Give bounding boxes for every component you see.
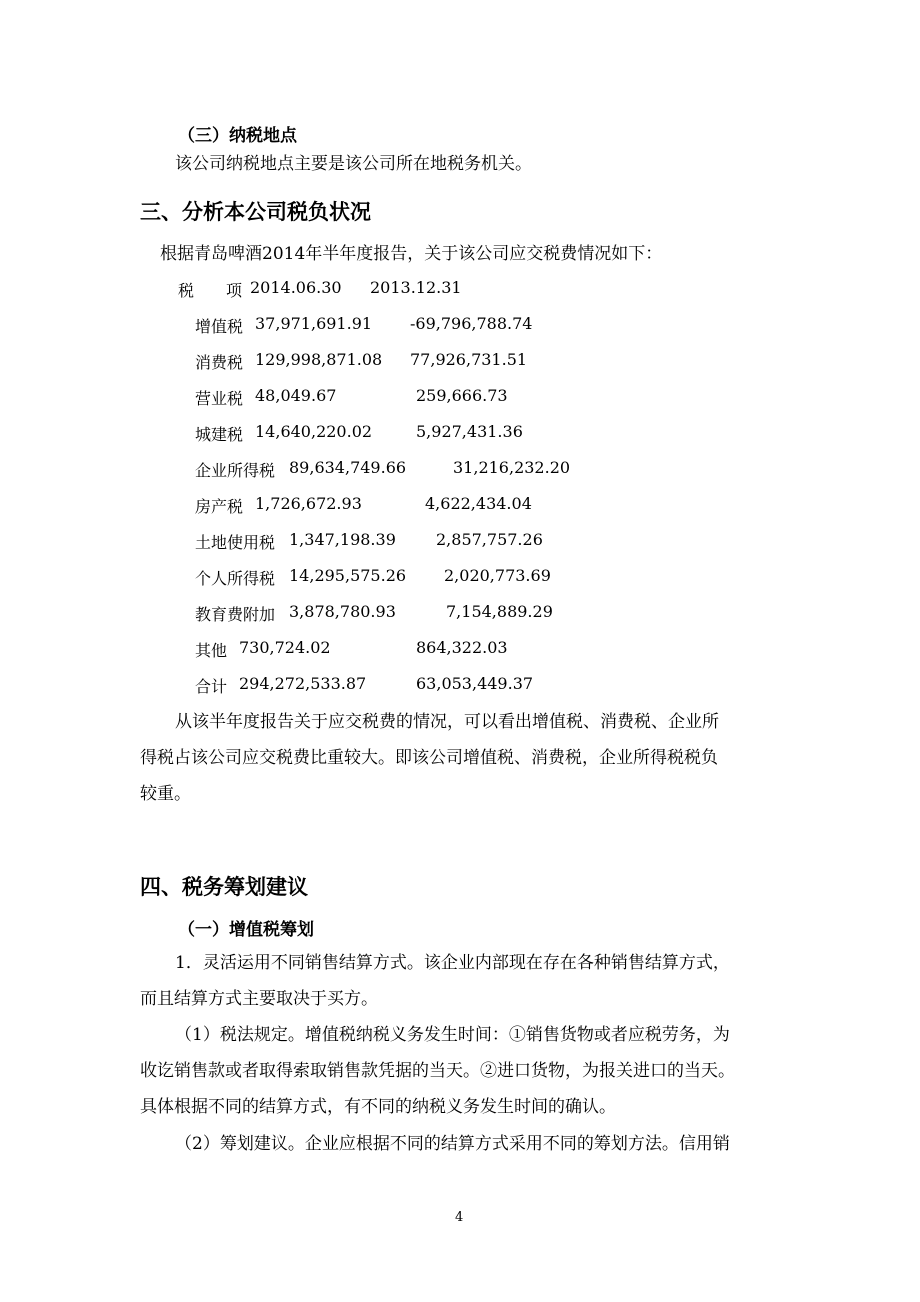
row-tax-name: 其他 xyxy=(195,641,228,660)
conclusion-line-3: 较重。 xyxy=(140,784,191,804)
row-tax-name: 营业税 xyxy=(195,389,244,408)
row-value-2014: 37,971,691.91 xyxy=(255,314,373,333)
row-tax-name: 教育费附加 xyxy=(195,605,276,624)
table-row xyxy=(195,530,595,554)
table-row-total xyxy=(195,674,595,698)
row-value-2013: 63,053,449.37 xyxy=(416,674,534,693)
row-value-2014: 48,049.67 xyxy=(255,386,337,405)
row-value-2013: 259,666.73 xyxy=(416,386,508,405)
analysis-intro: 根据青岛啤酒2014年半年度报告，关于该公司应交税费情况如下： xyxy=(160,244,663,264)
sub-heading-tax-location: （三）纳税地点 xyxy=(178,126,297,146)
row-value-2014: 1,726,672.93 xyxy=(255,494,362,513)
tax-location-text: 该公司纳税地点主要是该公司所在地税务机关。 xyxy=(175,154,532,174)
row-value-2014: 1,347,198.39 xyxy=(289,530,396,549)
row-tax-name: 个人所得税 xyxy=(195,569,276,588)
paragraph-2-line-3: 具体根据不同的结算方式，有不同的纳税义务发生时间的确认。 xyxy=(140,1097,616,1117)
tax-table-header xyxy=(178,278,498,302)
row-value-2014: 3,878,780.93 xyxy=(289,602,396,621)
table-row xyxy=(195,386,595,410)
row-tax-name: 合计 xyxy=(195,677,228,696)
row-value-2013: 77,926,731.51 xyxy=(410,350,528,369)
table-row xyxy=(195,494,595,518)
paragraph-3-line-1: （2）筹划建议。企业应根据不同的结算方式采用不同的筹划方法。信用销 xyxy=(175,1134,730,1154)
page-number: 4 xyxy=(455,1210,464,1225)
row-value-2013: 7,154,889.29 xyxy=(446,602,553,621)
row-value-2013: -69,796,788.74 xyxy=(410,314,533,333)
table-row xyxy=(195,458,615,482)
row-tax-name: 企业所得税 xyxy=(195,461,276,480)
row-value-2014: 129,998,871.08 xyxy=(255,350,383,369)
row-tax-name: 土地使用税 xyxy=(195,533,276,552)
header-2014: 2014.06.30 xyxy=(250,278,342,297)
table-row xyxy=(195,350,595,374)
row-value-2014: 14,640,220.02 xyxy=(255,422,373,441)
row-value-2013: 4,622,434.04 xyxy=(425,494,532,513)
paragraph-1-line-2: 而且结算方式主要取决于买方。 xyxy=(140,989,378,1009)
conclusion-line-1: 从该半年度报告关于应交税费的情况，可以看出增值税、消费税、企业所 xyxy=(175,712,719,732)
paragraph-2-line-2: 收讫销售款或者取得索取销售款凭据的当天。②进口货物，为报关进口的当天。 xyxy=(140,1061,735,1081)
section-heading-analysis: 三、分析本公司税负状况 xyxy=(140,200,371,224)
row-value-2014: 294,272,533.87 xyxy=(239,674,367,693)
row-value-2013: 2,020,773.69 xyxy=(444,566,551,585)
row-value-2014: 14,295,575.26 xyxy=(289,566,407,585)
paragraph-1-line-1: 1．灵活运用不同销售结算方式。该企业内部现在存在各种销售结算方式， xyxy=(175,953,730,973)
row-tax-name: 房产税 xyxy=(195,497,244,516)
row-value-2013: 2,857,757.26 xyxy=(436,530,543,549)
table-row xyxy=(195,314,595,338)
table-row xyxy=(195,602,595,626)
conclusion-line-2: 得税占该公司应交税费比重较大。即该公司增值税、消费税，企业所得税税负 xyxy=(140,748,718,768)
section-heading-planning: 四、税务筹划建议 xyxy=(140,875,308,899)
sub-heading-vat-planning: （一）增值税筹划 xyxy=(178,920,314,940)
row-value-2013: 31,216,232.20 xyxy=(453,458,571,477)
row-tax-name: 城建税 xyxy=(195,425,244,444)
row-tax-name: 消费税 xyxy=(195,353,244,372)
header-tax: 税 项 xyxy=(178,281,243,300)
row-tax-name: 增值税 xyxy=(195,317,244,336)
row-value-2014: 89,634,749.66 xyxy=(289,458,407,477)
table-row xyxy=(195,566,595,590)
row-value-2014: 730,724.02 xyxy=(239,638,331,657)
table-row xyxy=(195,638,595,662)
paragraph-2-line-1: （1）税法规定。增值税纳税义务发生时间：①销售货物或者应税劳务，为 xyxy=(175,1025,730,1045)
row-value-2013: 864,322.03 xyxy=(416,638,508,657)
table-row xyxy=(195,422,595,446)
header-2013: 2013.12.31 xyxy=(370,278,462,297)
row-value-2013: 5,927,431.36 xyxy=(416,422,523,441)
